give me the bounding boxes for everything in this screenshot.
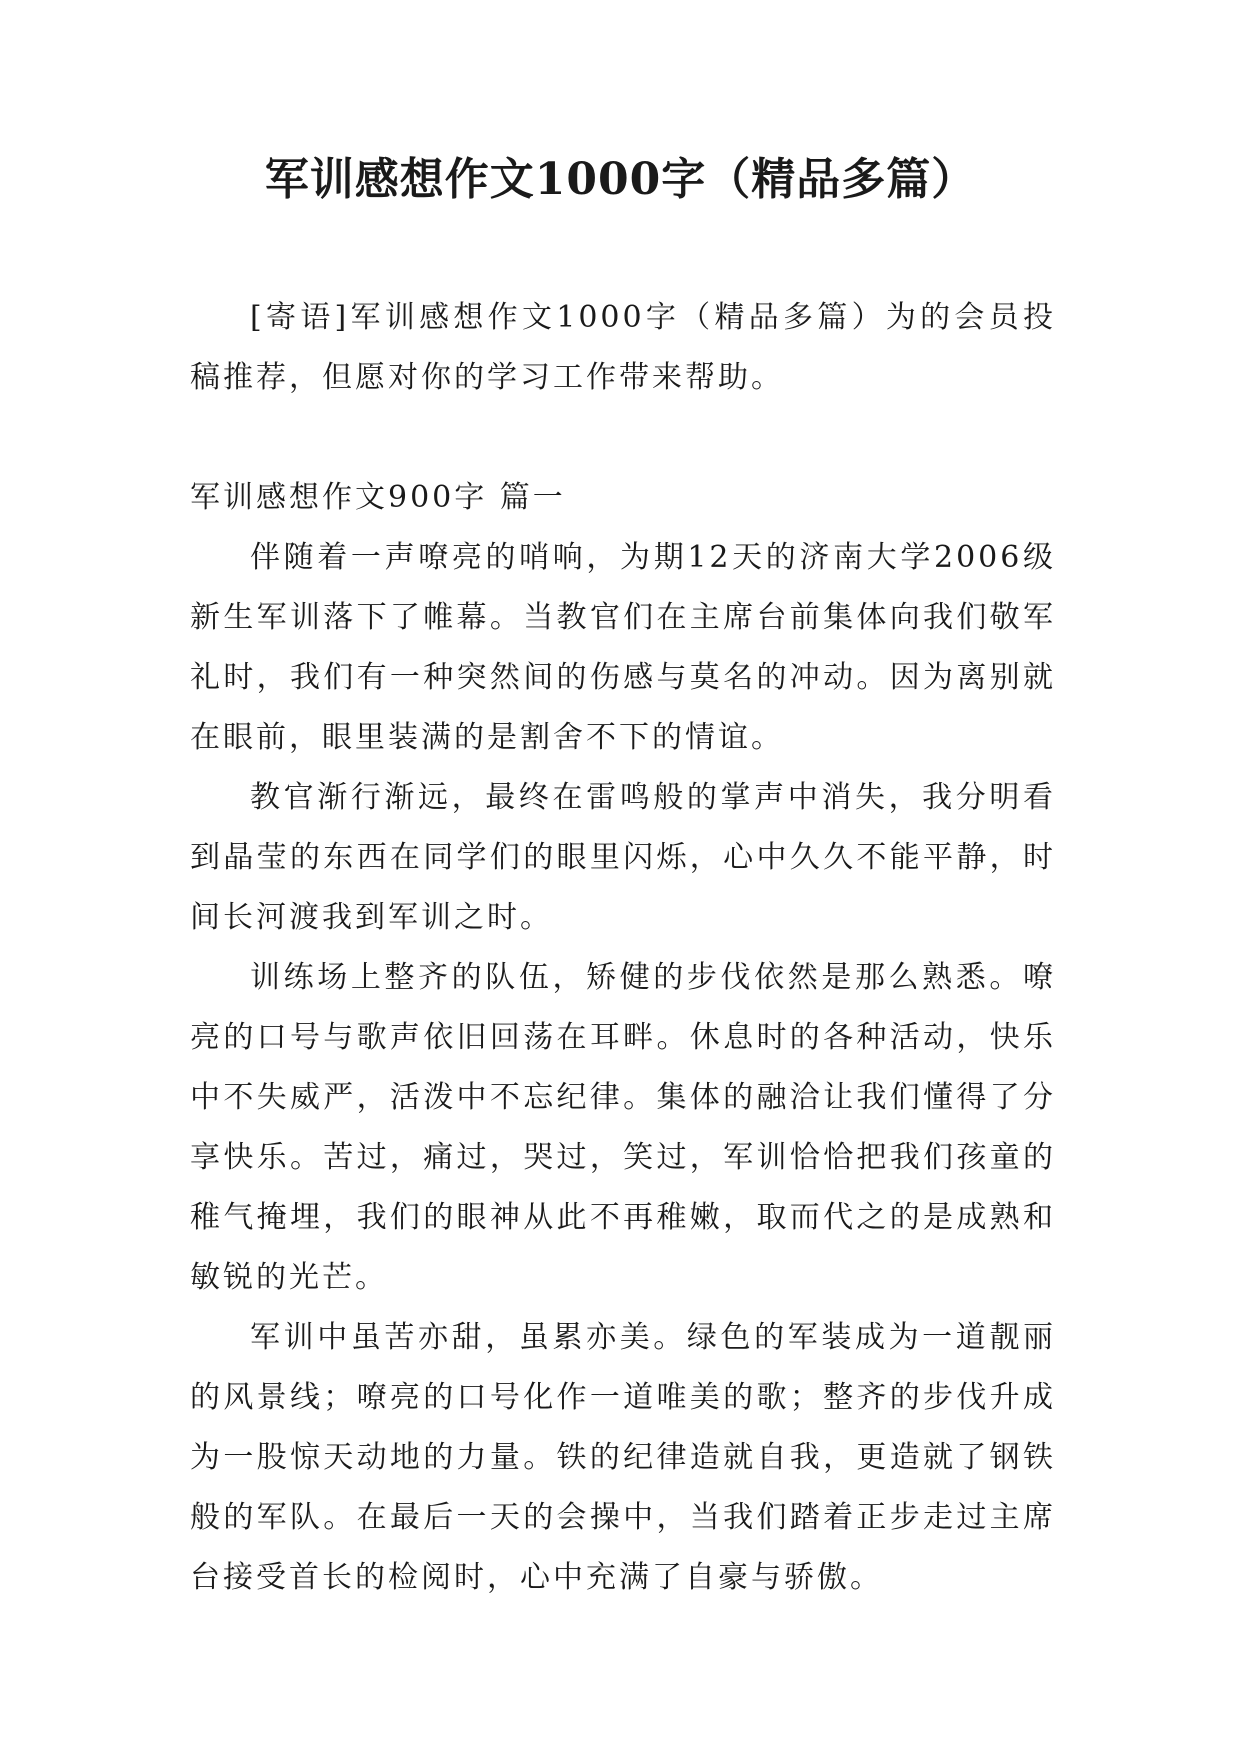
document-body — [190, 288, 1056, 1608]
body-paragraph: 教官渐行渐远，最终在雷鸣般的掌声中消失，我分明看到晶莹的东西在同学们的眼里闪烁，心中久久不能平静，时间长河渡我到军训之时。 — [190, 780, 1056, 935]
document-title: 军训感想作文1000字（精品多篇） — [264, 154, 977, 205]
body-paragraph: 训练场上整齐的队伍，矫健的步伐依然是那么熟悉。嘹亮的口号与歌声依旧回荡在耳畔。休息时的各种活动，快乐中不失威严，活泼中不忘纪律。集体的融洽让我们懂得了分享快乐。苦过，痛过，哭过，笑过，军训恰恰把我们孩童的稚气掩埋，我们的眼神从此不再稚嫩，取而代之的是成熟和敏锐的光芒。 — [190, 960, 1056, 1295]
body-paragraph: 伴随着一声嘹亮的哨响，为期12天的济南大学2006级新生军训落下了帷幕。当教官们在主席台前集体向我们敬军礼时，我们有一种突然间的伤感与莫名的冲动。因为离别就在眼前，眼里装满的是割舍不下的情谊。 — [190, 540, 1056, 755]
body-paragraph: 军训中虽苦亦甜，虽累亦美。绿色的军装成为一道靓丽的风景线；嘹亮的口号化作一道唯美的歌；整齐的步伐升成为一股惊天动地的力量。铁的纪律造就自我，更造就了钢铁般的军队。在最后一天的会操中，当我们踏着正步走过主席台接受首长的检阅时，心中充满了自豪与骄傲。 — [190, 1320, 1056, 1595]
intro-paragraph: [寄语]军训感想作文1000字（精品多篇）为的会员投稿推荐，但愿对你的学习工作带来帮助。 — [190, 300, 1056, 395]
section-heading: 军训感想作文900字 篇一 — [190, 480, 566, 515]
